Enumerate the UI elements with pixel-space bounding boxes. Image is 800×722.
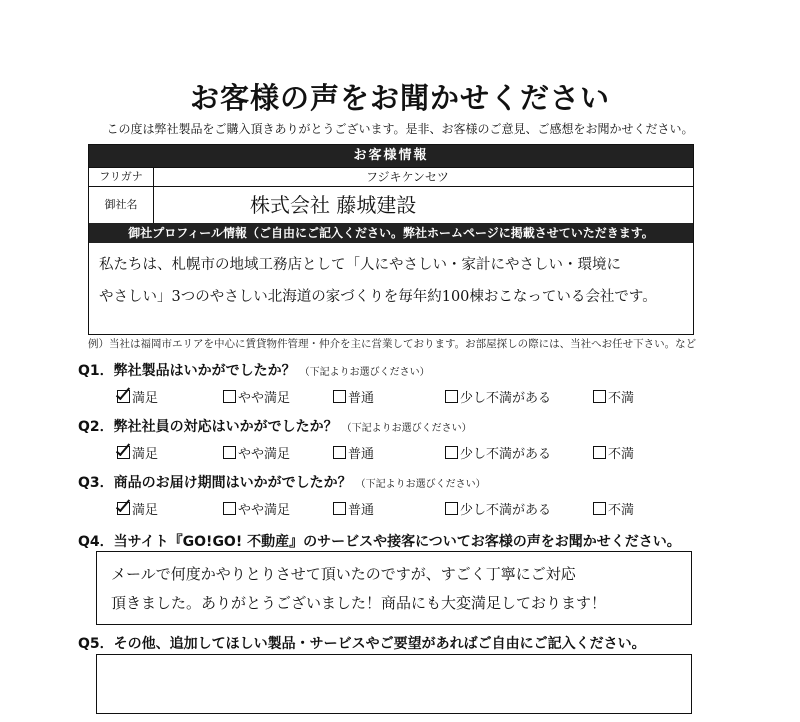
example-text: 例）当社は福岡市エリアを中心に賃貸物件管理・仲介を主に営業しております。お部屋探しの際には、当社へお任せ下さい。など [88, 338, 697, 350]
checkbox-icon[interactable] [333, 446, 346, 459]
q1-option-4[interactable]: 少し不満がある [445, 387, 551, 406]
q5-answer-field[interactable] [96, 654, 692, 714]
question-3 [78, 472, 486, 492]
checkbox-icon[interactable] [223, 446, 236, 459]
company-row [89, 186, 693, 223]
furigana-field[interactable]: フジキケンセツ [366, 170, 449, 184]
question-2-label: Q2．弊社社員の対応はいかがでしたか？ [78, 419, 338, 435]
q3-option-5[interactable]: 不満 [593, 499, 634, 518]
q1-option-2[interactable]: やや満足 [223, 387, 290, 406]
checkbox-icon[interactable] [593, 446, 606, 459]
profile-header: 御社プロフィール情報（ご自由にご記入ください。弊社ホームページに掲載させていただきます。 [89, 223, 693, 243]
page-title: お客様の声をお聞かせください [189, 81, 610, 115]
checkbox-icon[interactable] [223, 502, 236, 515]
q2-option-1[interactable]: 満足 [117, 443, 158, 462]
furigana-label: フリガナ [89, 168, 154, 186]
q3-option-4[interactable]: 少し不満がある [445, 499, 551, 518]
q4-answer-line: メールで何度かやりとりさせて頂いたのですが、すごく丁寧にご対応 [111, 565, 576, 583]
question-1-hint: （下記よりお選びください） [299, 367, 430, 378]
question-3-label: Q3．商品のお届け期間はいかがでしたか？ [78, 475, 352, 491]
q3-option-1[interactable]: 満足 [117, 499, 158, 518]
checkbox-icon[interactable] [445, 390, 458, 403]
question-2-hint: （下記よりお選びください） [341, 423, 472, 434]
profile-field[interactable] [89, 243, 693, 334]
q2-option-3[interactable]: 普通 [333, 443, 374, 462]
checkbox-icon[interactable] [445, 502, 458, 515]
checked-checkbox-icon[interactable] [117, 446, 130, 459]
question-1 [78, 360, 430, 380]
q2-option-5[interactable]: 不満 [593, 443, 634, 462]
question-1-label: Q1．弊社製品はいかがでしたか？ [78, 363, 296, 379]
question-3-hint: （下記よりお選びください） [355, 479, 486, 490]
q3-option-2[interactable]: やや満足 [223, 499, 290, 518]
q1-option-5[interactable]: 不満 [593, 387, 634, 406]
checked-checkbox-icon[interactable] [117, 390, 130, 403]
checkbox-icon[interactable] [445, 446, 458, 459]
furigana-row [89, 167, 693, 186]
customer-info-header: お客様情報 [89, 145, 693, 167]
question-2 [78, 416, 472, 436]
intro-text: この度は弊社製品をご購入頂きありがとうございます。是非、お客様のご意見、ご感想をお聞かせください。 [106, 122, 694, 136]
checkbox-icon[interactable] [223, 390, 236, 403]
checkbox-icon[interactable] [333, 390, 346, 403]
profile-line: 私たちは、札幌市の地域工務店として「人にやさしい・家計にやさしい・環境に [99, 257, 621, 273]
q3-option-3[interactable]: 普通 [333, 499, 374, 518]
q1-option-1[interactable]: 満足 [117, 387, 158, 406]
q4-answer-line: 頂きました。ありがとうございました！商品にも大変満足しております！ [111, 594, 607, 612]
customer-info-table [88, 144, 694, 335]
checkbox-icon[interactable] [333, 502, 346, 515]
checkbox-icon[interactable] [593, 390, 606, 403]
q2-option-2[interactable]: やや満足 [223, 443, 290, 462]
company-label: 御社名 [89, 187, 154, 223]
q4-answer-field[interactable] [96, 551, 692, 625]
question-4-label: Q4．当サイト『GO!GO! 不動産』のサービスや接客についてお客様の声をお聞かせください。 [78, 534, 681, 550]
q1-option-3[interactable]: 普通 [333, 387, 374, 406]
question-5-label: Q5．その他、追加してほしい製品・サービスやご要望があればご自由にご記入ください。 [78, 636, 646, 652]
checkbox-icon[interactable] [593, 502, 606, 515]
checked-checkbox-icon[interactable] [117, 502, 130, 515]
q2-option-4[interactable]: 少し不満がある [445, 443, 551, 462]
company-field[interactable]: 株式会社 藤城建設 [250, 193, 417, 217]
profile-line: やさしい」3つのやさしい北海道の家づくりを毎年約100棟おこなっている会社です。 [99, 289, 657, 305]
